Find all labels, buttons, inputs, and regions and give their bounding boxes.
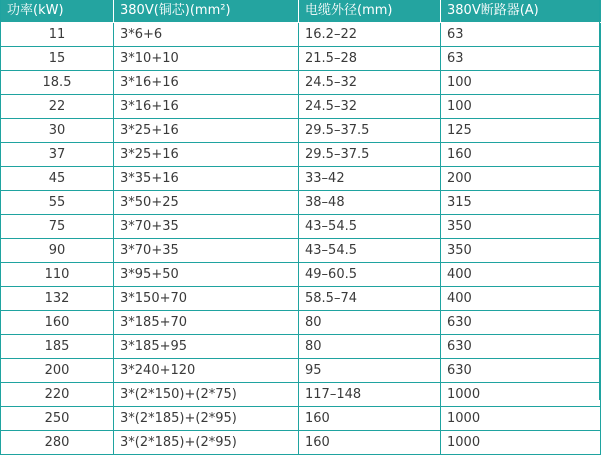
cell-copper-core: 3*(2*185)+(2*95) [114,431,299,455]
cell-cable-diameter: 24.5–32 [299,71,441,95]
cell-copper-core: 3*35+16 [114,167,299,191]
cell-copper-core: 3*10+10 [114,47,299,71]
header-breaker: 380V断路器(A) [441,0,601,23]
table-row [1,311,601,335]
cell-power: 132 [1,287,114,311]
cell-power: 280 [1,431,114,455]
cell-breaker: 350 [441,239,601,263]
cell-power: 37 [1,143,114,167]
cell-power: 75 [1,215,114,239]
cell-cable-diameter: 95 [299,359,441,383]
table-row [1,143,601,167]
cell-breaker: 315 [441,191,601,215]
cell-cable-diameter: 16.2–22 [299,23,441,47]
cell-power: 11 [1,23,114,47]
table-row [1,263,601,287]
cell-copper-core: 3*95+50 [114,263,299,287]
table-row [1,239,601,263]
table-row [1,215,601,239]
cell-cable-diameter: 43–54.5 [299,239,441,263]
cell-power: 22 [1,95,114,119]
cell-copper-core: 3*25+16 [114,119,299,143]
cell-copper-core: 3*185+70 [114,311,299,335]
cell-breaker: 1000 [441,431,601,455]
cell-power: 45 [1,167,114,191]
cell-breaker: 350 [441,215,601,239]
cell-copper-core: 3*150+70 [114,287,299,311]
table-row [1,407,601,431]
cell-power: 110 [1,263,114,287]
cell-power: 220 [1,383,114,407]
cell-breaker: 160 [441,143,601,167]
header-row [1,0,601,23]
cell-power: 90 [1,239,114,263]
cell-breaker: 630 [441,359,601,383]
cell-power: 250 [1,407,114,431]
table-row [1,47,601,71]
cell-breaker: 630 [441,311,601,335]
cell-power: 185 [1,335,114,359]
cell-copper-core: 3*240+120 [114,359,299,383]
table-row [1,383,601,407]
table-row [1,431,601,455]
table-row [1,287,601,311]
table-row [1,167,601,191]
cell-cable-diameter: 160 [299,431,441,455]
cell-cable-diameter: 80 [299,311,441,335]
cell-copper-core: 3*(2*150)+(2*75) [114,383,299,407]
cell-breaker: 630 [441,335,601,359]
cell-copper-core: 3*185+95 [114,335,299,359]
cell-power: 30 [1,119,114,143]
cell-breaker: 100 [441,95,601,119]
table-row [1,191,601,215]
header-power: 功率(kW) [1,0,114,23]
cell-breaker: 125 [441,119,601,143]
table-row [1,359,601,383]
cell-copper-core: 3*70+35 [114,239,299,263]
cell-copper-core: 3*6+6 [114,23,299,47]
cell-breaker: 1000 [441,383,601,407]
cell-copper-core: 3*25+16 [114,143,299,167]
table-row [1,119,601,143]
cell-cable-diameter: 24.5–32 [299,95,441,119]
cell-copper-core: 3*16+16 [114,95,299,119]
cell-copper-core: 3*(2*185)+(2*95) [114,407,299,431]
cell-power: 18.5 [1,71,114,95]
table-frame-right [599,0,600,400]
cell-copper-core: 3*50+25 [114,191,299,215]
table-row [1,95,601,119]
cell-cable-diameter: 117–148 [299,383,441,407]
cell-breaker: 400 [441,287,601,311]
cell-power: 160 [1,311,114,335]
header-cable-diameter: 电缆外径(mm) [299,0,441,23]
table-frame-left [0,0,1,400]
table-body [1,23,601,455]
table-row [1,335,601,359]
cell-cable-diameter: 38–48 [299,191,441,215]
cell-power: 200 [1,359,114,383]
cell-cable-diameter: 33–42 [299,167,441,191]
cell-breaker: 1000 [441,407,601,431]
cell-cable-diameter: 29.5–37.5 [299,143,441,167]
cell-cable-diameter: 58.5–74 [299,287,441,311]
header-copper-core: 380V(铜芯)(mm²) [114,0,299,23]
cell-breaker: 200 [441,167,601,191]
cell-power: 15 [1,47,114,71]
table-row [1,71,601,95]
cell-cable-diameter: 21.5–28 [299,47,441,71]
cell-cable-diameter: 29.5–37.5 [299,119,441,143]
cell-copper-core: 3*70+35 [114,215,299,239]
cell-cable-diameter: 43–54.5 [299,215,441,239]
cell-breaker: 63 [441,47,601,71]
cell-cable-diameter: 80 [299,335,441,359]
cell-cable-diameter: 160 [299,407,441,431]
cell-breaker: 63 [441,23,601,47]
cell-cable-diameter: 49–60.5 [299,263,441,287]
cell-copper-core: 3*16+16 [114,71,299,95]
cell-breaker: 400 [441,263,601,287]
cell-breaker: 100 [441,71,601,95]
table-header [1,0,601,23]
cell-power: 55 [1,191,114,215]
table-row [1,23,601,47]
